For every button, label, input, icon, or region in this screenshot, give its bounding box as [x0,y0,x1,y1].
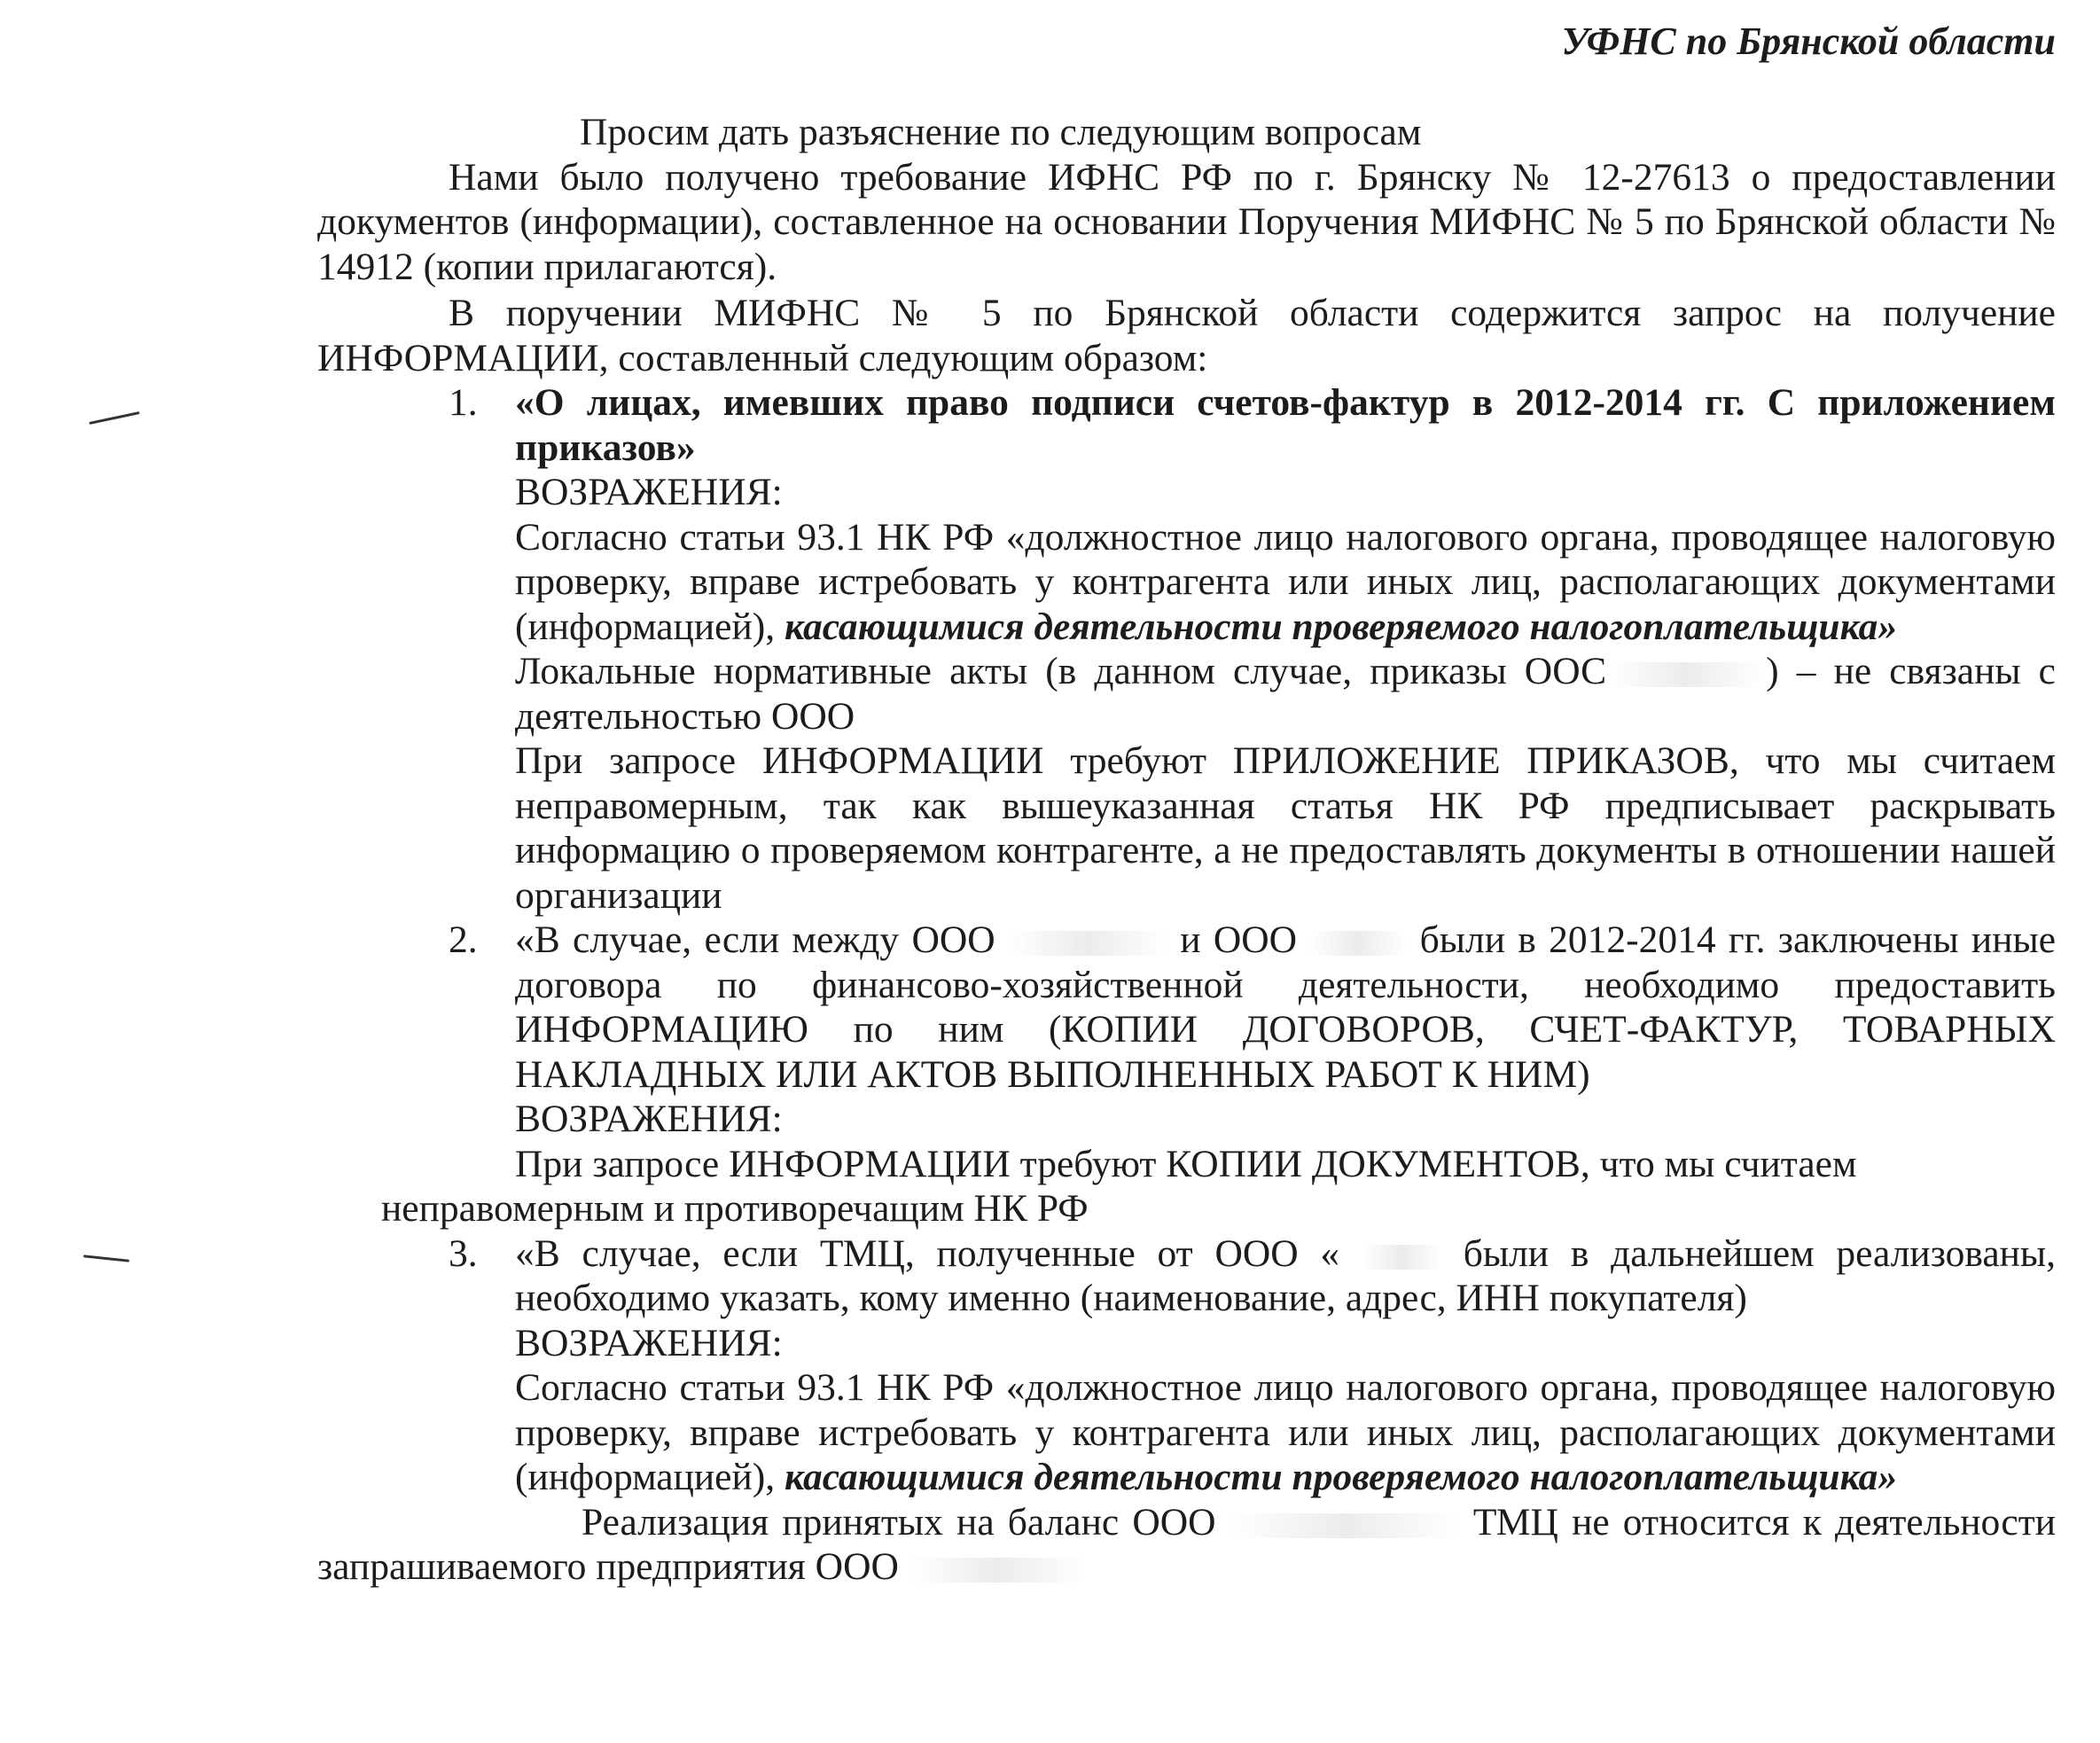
realization-paragraph: Реализация принятых на баланс ООО ТМЦ не относится к деятельности запрашиваемого предприятия ООО [317,1500,2056,1588]
margin-pen-mark [89,411,139,425]
redacted-text [1309,931,1407,956]
list-number: 2. [449,918,478,961]
item-quote: «В случае, если между ООО и ООО были в 2012-2014 гг. заключены иные договора по финансово-хозяйственной деятельности, необходимо предоставить ИНФОРМАЦИЮ по ним (КОПИИ ДОГОВОРОВ, СЧЕТ-ФАКТУР, ТОВАРНЫХ НАКЛАДНЫХ ИЛИ АКТОВ ВЫПОЛНЕННЫХ РАБОТ К НИМ) [515,918,2057,1096]
requirement-paragraph: При запросе ИНФОРМАЦИИ требуют ПРИЛОЖЕНИЕ ПРИКАЗОВ, что мы считаем неправомерным, так как вышеуказанная статья НК РФ предписывает раскрывать информацию о проверяемом контрагенте, а не предоставлять документы в отношении нашей организации [515,739,2056,917]
requirement-continuation: неправомерным и противоречащим НК РФ [381,1187,1089,1230]
local-acts-paragraph: Локальные нормативные акты (в данном случае, приказы ООС ) – не связаны с деятельностью ООО [515,650,2056,738]
intro-line: Просим дать разъяснение по следующим вопросам [580,111,1422,153]
margin-pen-mark [83,1254,129,1262]
list-item-1 [317,380,2056,918]
objection-heading: ВОЗРАЖЕНИЯ: [515,1321,783,1364]
redacted-text [1230,1513,1460,1538]
objection-heading: ВОЗРАЖЕНИЯ: [515,1098,783,1140]
law-citation: Согласно статьи 93.1 НК РФ «должностное лицо налогового органа, проводящее налоговую проверку, вправе истребовать у контрагента или иных лиц, располагающих документами (информацией), касающимися деятельности проверяемого налогоплательщика» [515,515,2056,648]
list-item-2 [317,918,2056,1186]
redacted-text [1606,662,1766,687]
paragraph-order: В поручении МИФНС № 5 по Брянской области содержится запрос на получение ИНФОРМАЦИИ, составленный следующим образом: [317,292,2056,379]
list-item-body [515,380,2056,918]
item-quote: «В случае, если ТМЦ, полученные от ООО « были в дальнейшем реализованы, необходимо указать, кому именно (наименование, адрес, ИНН покупателя) [515,1231,2057,1319]
redacted-text [1362,1245,1441,1270]
requirement-paragraph: При запросе ИНФОРМАЦИИ требуют КОПИИ ДОКУМЕНТОВ, что мы считаем [515,1142,1857,1185]
document-body [317,110,2056,1590]
item-quote: «О лицах, имевших право подписи счетов-фактур в 2012-2014 гг. С приложением приказов» [515,381,2056,469]
list-number: 1. [449,381,478,424]
list-number: 3. [449,1231,478,1275]
list-item-3 [317,1231,2056,1500]
addressee-header: УФНС по Брянской области [1561,20,2056,63]
list-item-body [515,1231,2056,1500]
list-item-body [515,918,2056,1186]
redacted-text [1008,931,1167,956]
emphasis-text: касающимися деятельности проверяемого налогоплательщика» [785,605,1898,648]
redacted-text [909,1558,1086,1583]
law-citation: Согласно статьи 93.1 НК РФ «должностное лицо налогового органа, проводящее налоговую проверку, вправе истребовать у контрагента или иных лиц, располагающих документами (информацией), касающимися деятельности проверяемого налогоплательщика» [515,1366,2056,1498]
objection-heading: ВОЗРАЖЕНИЯ: [515,471,783,513]
emphasis-text: касающимися деятельности проверяемого налогоплательщика» [785,1456,1898,1498]
paragraph-request: Нами было получено требование ИФНС РФ по г. Брянску № 12-27613 о предоставлении документов (информации), составленное на основании Поручения МИФНС № 5 по Брянской области № 14912 (копии прилагаются). [317,155,2056,288]
